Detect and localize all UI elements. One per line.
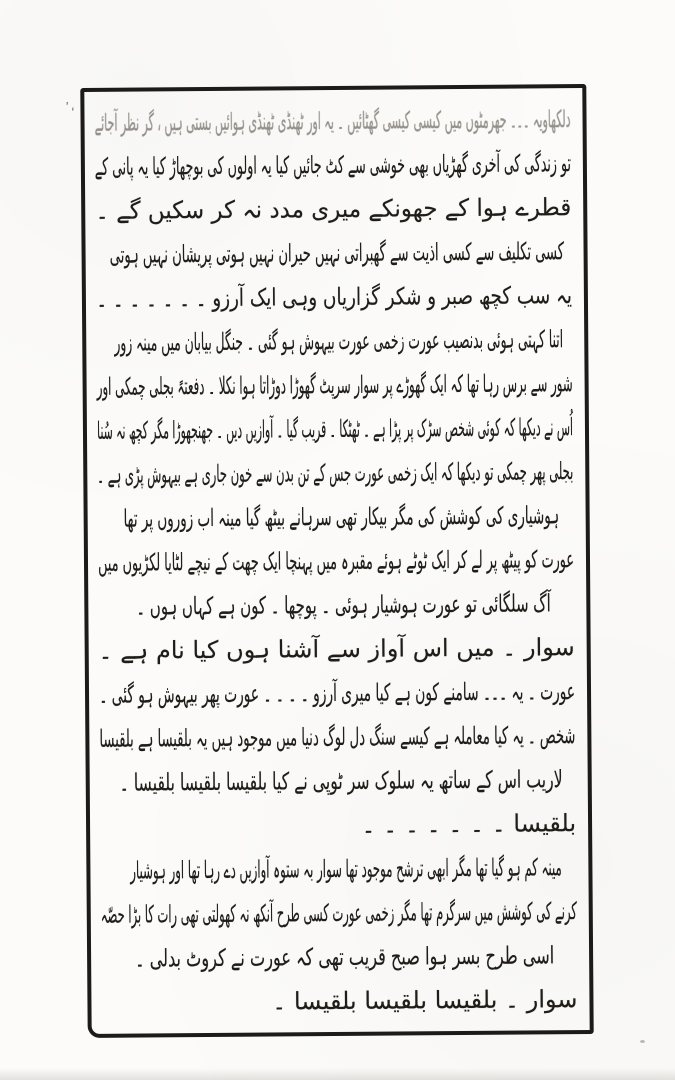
text-line: قطرے ہوا کے جھونکے میری مدد نہ کر سکیں گے ۔: [95, 193, 572, 225]
text-line: اسی طرح بسر ہوا صبح قریب تھی کہ عورت نے کروٹ بدلی ۔: [134, 941, 555, 973]
text-column: [84, 88, 589, 1034]
scan-speck: ،٬: [64, 99, 76, 116]
text-line: یہ سب کچھ صبر و شکر گزاریاں وہی ایک آرزو ۔ ۔ ۔ ۔ ۔ ۔ ۔: [96, 281, 573, 313]
text-line: اتنا کہتی ہوئی بدنصیب عورت زخمی عورت بیہوش ہو گئی ۔ جنگل بیابان میں مینہ زور: [114, 325, 564, 357]
text-line: شخص ۔ یہ کیا معاملہ ہے کیسے سنگ دل لوگ دنیا میں موجود ہیں یہ بلقیسا ہے بلقیسا: [99, 721, 576, 753]
text-line: کرنے کی کوشش میں سرگرم تھا مگر زخمی عورت کسی طرح آنکھ نہ کھولتی تھی رات کا بڑا حصّہ: [100, 897, 577, 929]
text-line: آگ سلگائی تو عورت ہوشیار ہوئی ۔ پوچھا ۔ کون ہے کہاں ہوں ۔: [136, 589, 551, 621]
text-line: مینہ کم ہو گیا تھا مگر ابھی ترشح موجود تھا سوار بہ ستوہ آوازیں دے رہا تھا اور ہوشیار: [130, 853, 562, 885]
text-line: شور سے برس رہا تھا کہ ایک گھوڑے پر سوار سرپٹ گھوڑا دوڑاتا ہوا نکلا ۔ دفعتہً بجلی چمکی اور: [96, 369, 573, 401]
text-line: بلقیسا ۔ ۔ ۔ ۔ ۔ ۔ ۔: [361, 809, 577, 839]
page-border-frame: [80, 84, 593, 1038]
text-line: دلکھاویہ ۔۔۔ جھرمٹوں میں کیسی کیسی گھٹائیں ۔ یہ اور ٹھنڈی ٹھنڈی ہوائیں بستی ہیں ، گر نظر آجائے: [94, 105, 571, 137]
text-line: عورت ۔ یہ ۔۔۔ سامنے کون ہے کیا میری آرزو ۔ ۔ ۔ ۔ عورت پھر بیہوش ہو گئی ۔: [99, 677, 576, 709]
text-line: سوار ۔ بلقیسا بلقیسا بلقیسا ۔: [272, 985, 578, 1016]
text-line: تو زندگی کی آخری گھڑیاں بھی خوشی سے کٹ جائیں کیا یہ اولوں کی بوچھاڑ کیا یہ پانی کے: [94, 149, 571, 181]
scan-edge-shadow: [0, 1068, 675, 1080]
text-line: اُس نے دیکھا کہ کوئی شخص سڑک پر پڑا ہے ۔ ٹھٹکا ۔ قریب گیا ۔ آوازیں دیں ۔ جھنجھوڑا مگر کچھ نہ سُنا: [97, 413, 574, 445]
text-line: عورت کو پیٹھ پر لے کر ایک ٹوٹے ہوئے مقبرہ میں پہنچا ایک چھت کے نیچے لٹایا لکڑیوں میں: [97, 545, 575, 577]
text-line: ہوشیاری کی کوشش کی مگر بیکار تھی سرہانے بیٹھ گیا مینہ اب زوروں پر تھا: [123, 501, 560, 533]
scan-speck: [640, 1040, 645, 1043]
text-line: سوار ۔ میں اس آواز سے آشنا ہوں کیا نام ہے ۔: [98, 633, 575, 665]
text-line: کسی تکلیف سے کسی اذیت سے گھبراتی نہیں حیران نہیں ہوتی پریشان نہیں ہوتی: [109, 237, 565, 269]
text-line: بجلی پھر چمکی تو دیکھا کہ ایک زخمی عورت جس کے تن بدن سے خون جاری ہے بیہوش پڑی ہے ۔: [97, 457, 574, 489]
text-line: لاریب اس کے ساتھ یہ سلوک سر ٹوپی نے کیا بلقیسا بلقیسا بلقیسا ۔: [119, 765, 563, 797]
